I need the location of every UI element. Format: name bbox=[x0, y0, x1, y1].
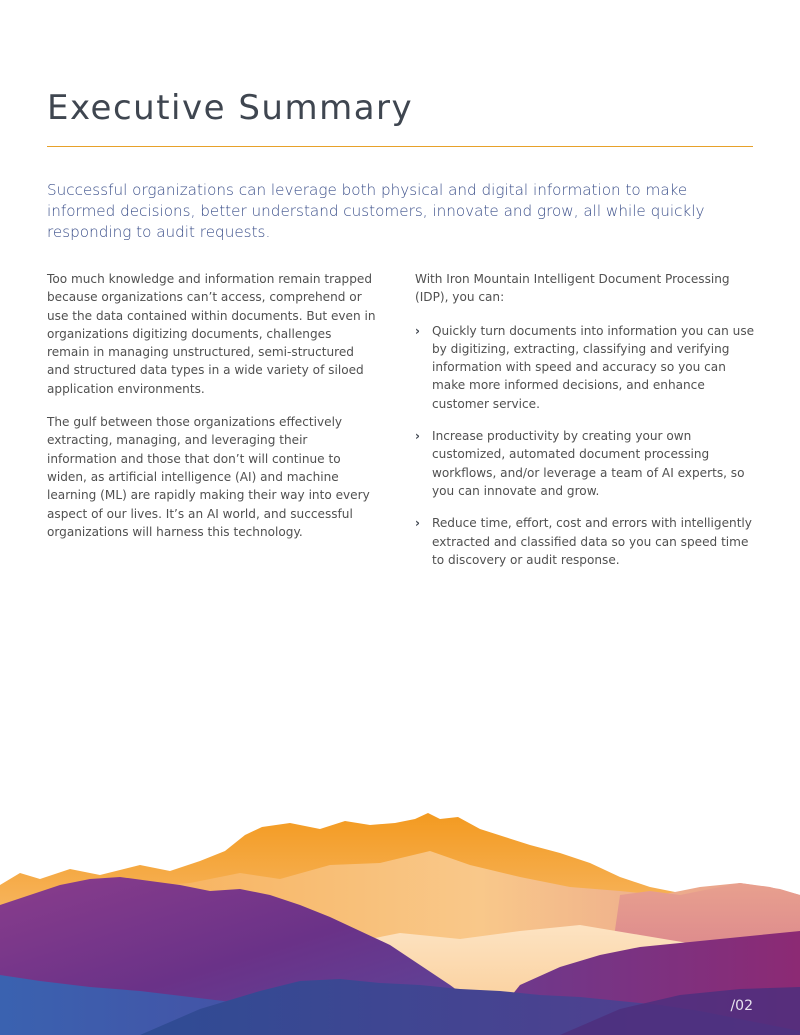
intro-paragraph: Successful organizations can leverage both physical and digital information to make informed decisions, better understand customers, innovate and grow, all while quickly responding to audit requests. bbox=[47, 181, 705, 241]
list-item bbox=[415, 322, 760, 413]
chevron-right-icon: › bbox=[415, 429, 420, 444]
benefit-list bbox=[415, 322, 760, 570]
bullet-text: Increase productivity by creating your own customized, automated document processing workflows, and/or leverage a team of AI experts, so you can innovate and grow. bbox=[432, 429, 745, 498]
bullet-text: Reduce time, effort, cost and errors with intelligently extracted and classified data so you can speed time to discovery or audit response. bbox=[432, 516, 752, 567]
page-title: Executive Summary bbox=[47, 88, 414, 128]
chevron-right-icon: › bbox=[415, 516, 420, 531]
right-column bbox=[415, 270, 760, 583]
chevron-right-icon: › bbox=[415, 323, 420, 338]
list-item bbox=[415, 514, 760, 569]
page-number: /02 bbox=[730, 998, 753, 1014]
title-divider bbox=[47, 146, 753, 147]
mountain-landscape-illustration bbox=[0, 795, 800, 1035]
left-paragraph-2: The gulf between those organizations effectively extracting, managing, and leveraging their information and those that don’t will continue to widen, as artificial intelligence (AI) and machine learning (ML) are rapidly making their way into every aspect of our lives. It’s an AI world, and successful organizations will harness this technology. bbox=[47, 415, 370, 539]
right-lead: With Iron Mountain Intelligent Document Processing (IDP), you can: bbox=[415, 272, 730, 305]
bullet-text: Quickly turn documents into information you can use by digitizing, extracting, classifying and verifying information with speed and accuracy so you can make more informed decisions, and enhance customer service. bbox=[432, 323, 755, 411]
left-column bbox=[47, 270, 377, 541]
left-paragraph-1: Too much knowledge and information remain trapped because organizations can’t access, comprehend or use the data contained within documents. But even in organizations digitizing documents, challenges remain in managing unstructured, semi-structured and structured data types in a wide variety of siloed application environments. bbox=[47, 272, 376, 396]
list-item bbox=[415, 427, 760, 500]
